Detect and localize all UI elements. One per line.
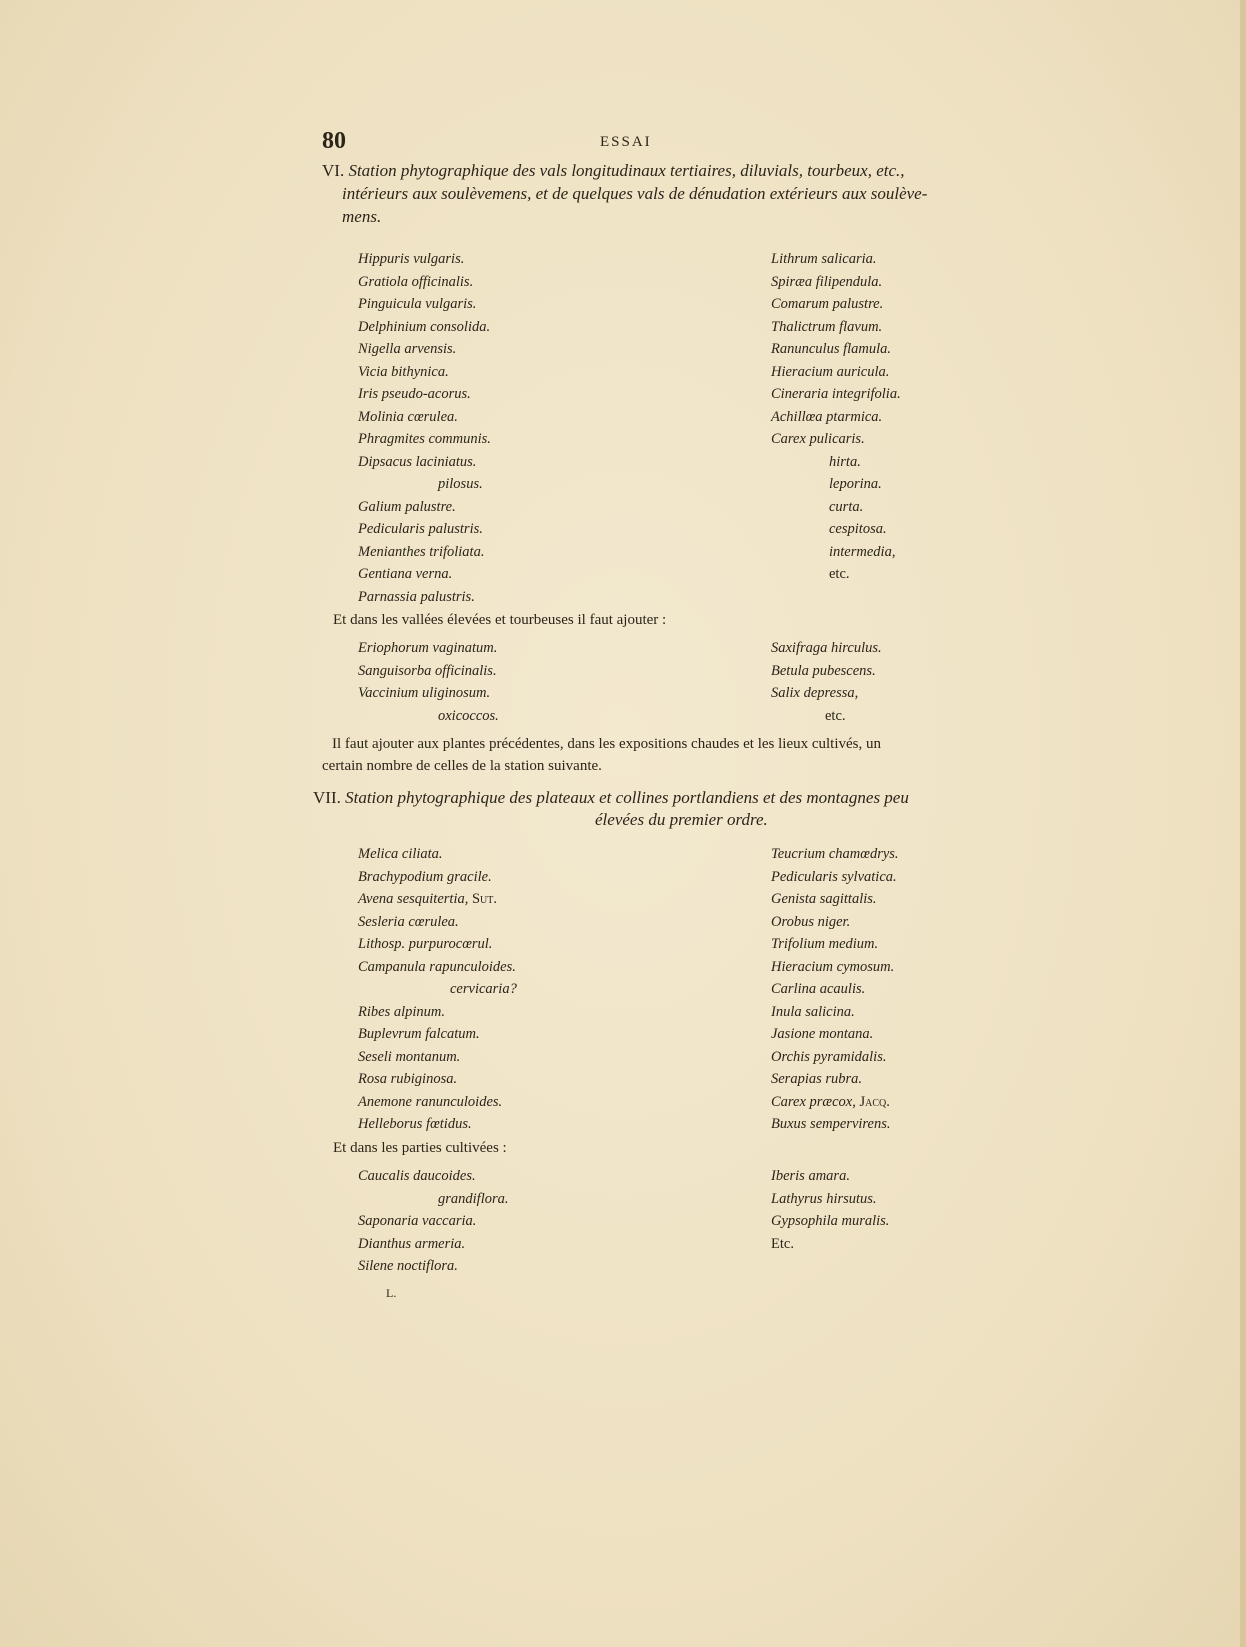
list-item: intermedia, (829, 543, 896, 560)
list-item: cervicaria? (450, 981, 517, 997)
list-item: curta. (829, 498, 864, 515)
section-6-left-column (358, 248, 491, 608)
list-item: Ribes alpinum. (358, 1003, 445, 1020)
section-6-title-line1: Station phytographique des vals longitudinaux tertiaires, diluvials, tourbeux, etc., (348, 161, 905, 180)
list-item: Molinia cœrulea. (358, 408, 458, 425)
list-item: Thalictrum flavum. (771, 318, 883, 335)
list-item: Eriophorum vaginatum. (358, 640, 498, 656)
list-item: Vaccinium uliginosum. (358, 685, 491, 701)
list-item: Comarum palustre. (771, 296, 884, 312)
page-edge (1240, 0, 1246, 1647)
section-7-left-column (358, 843, 517, 1136)
list-item: Nigella arvensis. (358, 341, 457, 357)
list-item: Iris pseudo-acorus. (358, 386, 471, 402)
list-item: Seseli montanum. (358, 1048, 461, 1065)
list-item: Hippuris vulgaris. (358, 251, 465, 267)
signature-mark: L. (386, 1286, 397, 1300)
list-item: Genista sagittalis. (771, 891, 877, 907)
list-item: Lithrum salicaria. (771, 251, 877, 267)
section-6-number: VI. (322, 161, 345, 180)
list-item (771, 1091, 899, 1114)
list-item: Anemone ranunculoides. (358, 1093, 503, 1110)
list-item: Carlina acaulis. (771, 981, 866, 997)
list-item: Salix depressa, (771, 685, 859, 701)
list-item: Gypsophila muralis. (771, 1213, 890, 1229)
list-item: Lathyrus hirsutus. (771, 1190, 877, 1207)
list-item: Betula pubescens. (771, 662, 876, 679)
list-item-text: Avena sesquitertia, (358, 891, 469, 907)
list-item: Gentiana verna. (358, 566, 453, 582)
list-item: Dipsacus laciniatus. (358, 453, 477, 470)
list-item: oxicoccos. (438, 707, 499, 724)
list-item: Orchis pyramidalis. (771, 1048, 887, 1065)
list-item: Galium palustre. (358, 498, 456, 515)
list-item: Saxifraga hirculus. (771, 640, 882, 656)
list-item: Saponaria vaccaria. (358, 1213, 477, 1229)
section-7-cult-intro: Et dans les parties cultivées : (333, 1140, 507, 1156)
section-6-add-intro: Et dans les vallées élevées et tourbeuses il faut ajouter : (333, 612, 667, 628)
section-6-title-line3: mens. (342, 207, 382, 226)
section-7-heading (313, 786, 909, 809)
list-item: Parnassia palustris. (358, 588, 475, 605)
list-item: Menianthes trifoliata. (358, 543, 485, 560)
list-item: Helleborus fœtidus. (358, 1116, 472, 1132)
list-item: Lithosp. purpurocœrul. (358, 936, 493, 952)
list-item: hirta. (829, 453, 861, 470)
list-item: Cineraria integrifolia. (771, 386, 901, 402)
list-item: Gratiola officinalis. (358, 273, 474, 290)
list-item: Teucrium chamœdrys. (771, 846, 899, 862)
list-item: Trifolium medium. (771, 936, 879, 952)
list-item: Orobus niger. (771, 913, 851, 930)
section-7-title-line1: Station phytographique des plateaux et collines portlandiens et des montagnes peu (345, 788, 909, 807)
list-item: Rosa rubiginosa. (358, 1071, 458, 1087)
list-item: Serapias rubra. (771, 1071, 863, 1087)
list-item: cespitosa. (829, 521, 887, 537)
section-7-cult-left-column (358, 1165, 509, 1278)
list-item: Hieracium cymosum. (771, 958, 895, 975)
section-7-number: VII. (313, 788, 341, 807)
list-item: Campanula rapunculoides. (358, 958, 516, 975)
list-item (358, 888, 517, 911)
list-item: Pedicularis sylvatica. (771, 868, 897, 885)
list-item: grandiflora. (438, 1190, 509, 1207)
list-item: Ranunculus flamula. (771, 341, 892, 357)
list-item: Pedicularis palustris. (358, 521, 483, 537)
list-item: Vicia bithynica. (358, 363, 449, 380)
list-item: leporina. (829, 476, 882, 492)
list-item: Delphinium consolida. (358, 318, 491, 335)
section-6-add-left-column (358, 637, 499, 727)
list-item: Silene noctiflora. (358, 1258, 458, 1274)
list-item-text: Carex præcox, (771, 1093, 856, 1110)
list-item: Buxus sempervirens. (771, 1116, 891, 1132)
list-item: Iberis amara. (771, 1168, 850, 1184)
list-item: Sanguisorba officinalis. (358, 662, 497, 679)
list-item: etc. (829, 566, 850, 582)
list-item: Caucalis daucoides. (358, 1168, 476, 1184)
list-item: Etc. (771, 1235, 794, 1252)
section-6-note (322, 733, 1112, 777)
list-item: Inula salicina. (771, 1003, 855, 1020)
section-6-add-right-column (771, 637, 882, 727)
page-number: 80 (322, 128, 346, 154)
list-item: Brachypodium gracile. (358, 868, 492, 885)
list-item: Achillœa ptarmica. (771, 408, 883, 425)
list-item: Jasione montana. (771, 1026, 874, 1042)
list-item: Phragmites communis. (358, 431, 491, 447)
list-item: Dianthus armeria. (358, 1235, 466, 1252)
running-title: ESSAI (600, 134, 652, 150)
section-7-right-column (771, 843, 899, 1136)
list-item: Carex pulicaris. (771, 431, 865, 447)
note-line: Il faut ajouter aux plantes précédentes, dans les expositions chaudes et les lieux cultivés, un (332, 736, 882, 752)
section-7-cult-right-column (771, 1165, 889, 1255)
section-6-right-column (771, 248, 901, 586)
list-item: Melica ciliata. (358, 846, 443, 862)
author-abbrev: Jacq. (859, 1093, 890, 1110)
list-item: etc. (825, 707, 846, 724)
list-item: Spiræa filipendula. (771, 273, 883, 290)
list-item: Sesleria cœrulea. (358, 913, 459, 930)
list-item: pilosus. (438, 476, 483, 492)
note-line: certain nombre de celles de la station suivante. (322, 758, 602, 774)
list-item: Hieracium auricula. (771, 363, 890, 380)
author-abbrev: Suт. (471, 891, 497, 907)
list-item: Pinguicula vulgaris. (358, 296, 477, 312)
section-6-title-line2: intérieurs aux soulèvemens, et de quelques vals de dénudation extérieurs aux soulève- (342, 184, 928, 203)
section-6-heading (322, 159, 927, 228)
section-7-title-line2: élevées du premier ordre. (595, 810, 768, 829)
list-item: Buplevrum falcatum. (358, 1026, 480, 1042)
